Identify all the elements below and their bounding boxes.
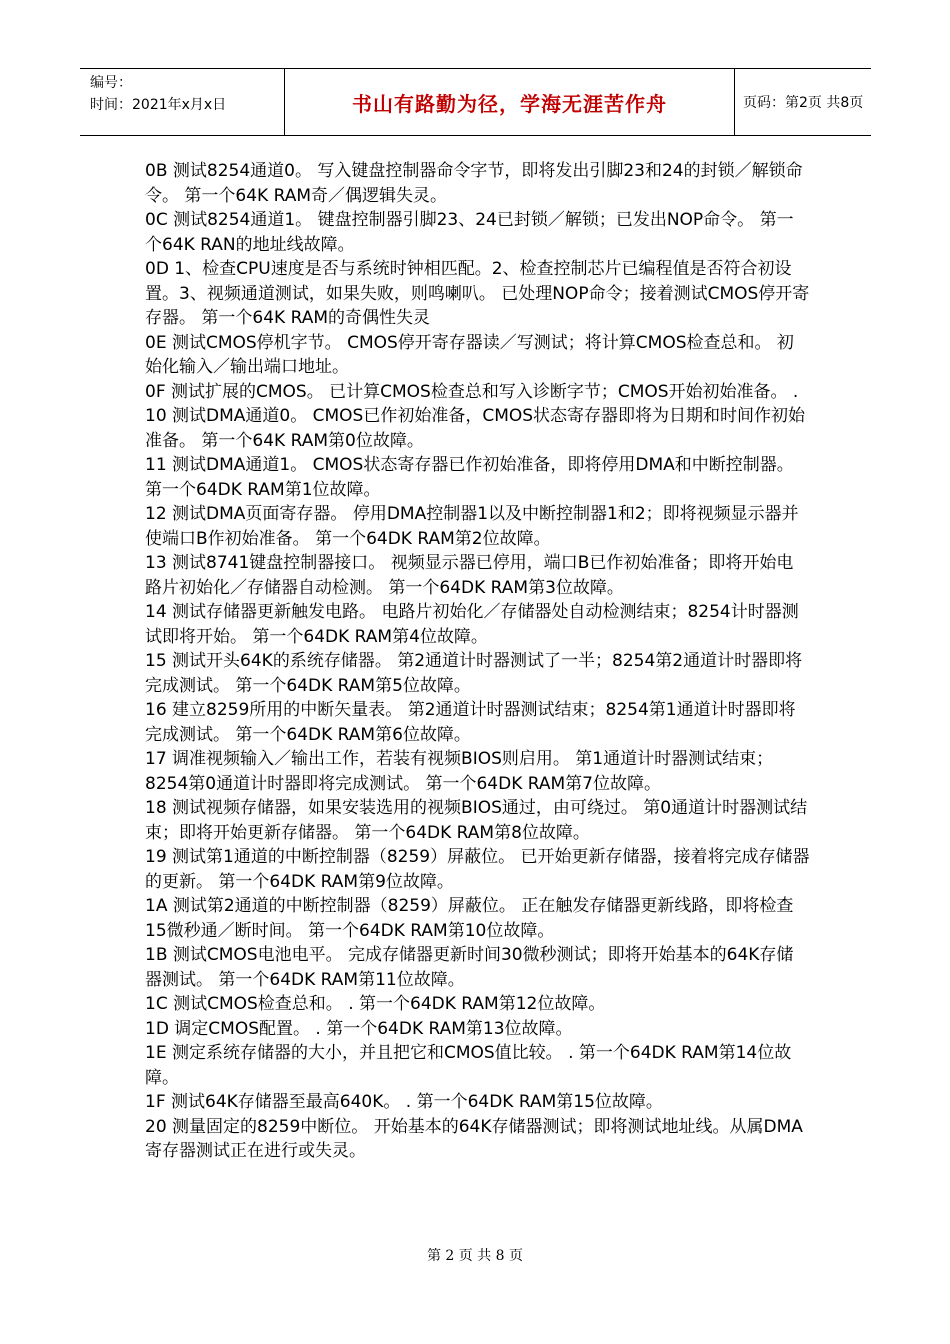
- header-meta: [80, 69, 285, 135]
- paragraph: 13 测试8741键盘控制器接口。 视频显示器已停用，端口B已作初始准备；即将开始电路片初始化／存储器自动检测。 第一个64DK RAM第3位故障。: [145, 553, 794, 598]
- document-time-label: 时间：2021年x月x日: [90, 97, 227, 113]
- paragraph: 14 测试存储器更新触发电路。 电路片初始化／存储器处自动检测结束；8254计时器测试即将开始。 第一个64DK RAM第4位故障。: [145, 602, 799, 647]
- document-number-label: 编号：: [90, 75, 132, 91]
- document-body: [145, 159, 810, 1164]
- paragraph: 10 测试DMA通道0。 CMOS已作初始准备，CMOS状态寄存器即将为日期和时间作初始准备。 第一个64K RAM第0位故障。: [145, 406, 806, 451]
- page-header: [80, 68, 871, 136]
- paragraph: 15 测试开头64K的系统存储器。 第2通道计时器测试了一半；8254第2通道计时器即将完成测试。 第一个64DK RAM第5位故障。: [145, 651, 803, 696]
- paragraph: 11 测试DMA通道1。 CMOS状态寄存器已作初始准备，即将停用DMA和中断控制器。 第一个64DK RAM第1位故障。: [145, 455, 794, 500]
- paragraph: 1A 测试第2通道的中断控制器（8259）屏蔽位。 正在触发存储器更新线路，即将检查15微秒通／断时间。 第一个64DK RAM第10位故障。: [145, 896, 794, 941]
- header-page-info: 页码：第2页 共8页: [743, 95, 864, 111]
- paragraph: 17 调准视频输入／输出工作，若装有视频BIOS则启用。 第1通道计时器测试结束；8254第0通道计时器即将完成测试。 第一个64DK RAM第7位故障。: [145, 749, 774, 794]
- paragraph: 16 建立8259所用的中断矢量表。 第2通道计时器测试结束；8254第1通道计时器即将完成测试。 第一个64DK RAM第6位故障。: [145, 700, 796, 745]
- paragraph: 19 测试第1通道的中断控制器（8259）屏蔽位。 已开始更新存储器，接着将完成存储器的更新。 第一个64DK RAM第9位故障。: [145, 847, 810, 892]
- paragraph: 0E 测试CMOS停机字节。 CMOS停开寄存器读／写测试；将计算CMOS检查总和。 初始化输入／输出端口地址。: [145, 332, 794, 377]
- paragraph: 1B 测试CMOS电池电平。 完成存储器更新时间30微秒测试；即将开始基本的64K存储器测试。 第一个64DK RAM第11位故障。: [145, 945, 794, 990]
- paragraph: 1F 测试64K存储器至最高640K。 . 第一个64DK RAM第15位故障。: [145, 1092, 663, 1112]
- paragraph: 0C 测试8254通道1。 键盘控制器引脚23、24已封锁／解锁；已发出NOP命令。 第一个64K RAN的地址线故障。: [145, 210, 794, 255]
- paragraph: 18 测试视频存储器，如果安装选用的视频BIOS通过，由可绕过。 第0通道计时器测试结束；即将开始更新存储器。 第一个64DK RAM第8位故障。: [145, 798, 808, 843]
- paragraph: 1C 测试CMOS检查总和。 . 第一个64DK RAM第12位故障。: [145, 994, 606, 1014]
- paragraph: 12 测试DMA页面寄存器。 停用DMA控制器1以及中断控制器1和2；即将视频显示器并使端口B作初始准备。 第一个64DK RAM第2位故障。: [145, 504, 799, 549]
- paragraph: 1D 调定CMOS配置。 . 第一个64DK RAM第13位故障。: [145, 1018, 573, 1039]
- paragraph: 0F 测试扩展的CMOS。 已计算CMOS检查总和写入诊断字节；CMOS开始初始准备。 .: [145, 381, 799, 402]
- paragraph: 0D 1、检查CPU速度是否与系统时钟相匹配。2、检查控制芯片已编程值是否符合初设置。3、视频通道测试，如果失败，则鸣喇叭。 已处理NOP命令；接着测试CMOS停开寄存器。 第一个64K RAM的奇偶性失灵: [145, 259, 810, 328]
- paragraph: 0B 测试8254通道0。 写入键盘控制器命令字节，即将发出引脚23和24的封锁／解锁命令。 第一个64K RAM奇／偶逻辑失灵。: [145, 161, 803, 206]
- header-motto: 书山有路勤为径，学海无涯苦作舟: [285, 69, 735, 135]
- page-footer: 第 2 页 共 8 页: [426, 1248, 524, 1264]
- paragraph: 20 测量固定的8259中断位。 开始基本的64K存储器测试；即将测试地址线。从属DMA寄存器测试正在进行或失灵。: [145, 1116, 803, 1161]
- paragraph: 1E 测定系统存储器的大小，并且把它和CMOS值比较。 . 第一个64DK RAM第14位故障。: [145, 1043, 792, 1088]
